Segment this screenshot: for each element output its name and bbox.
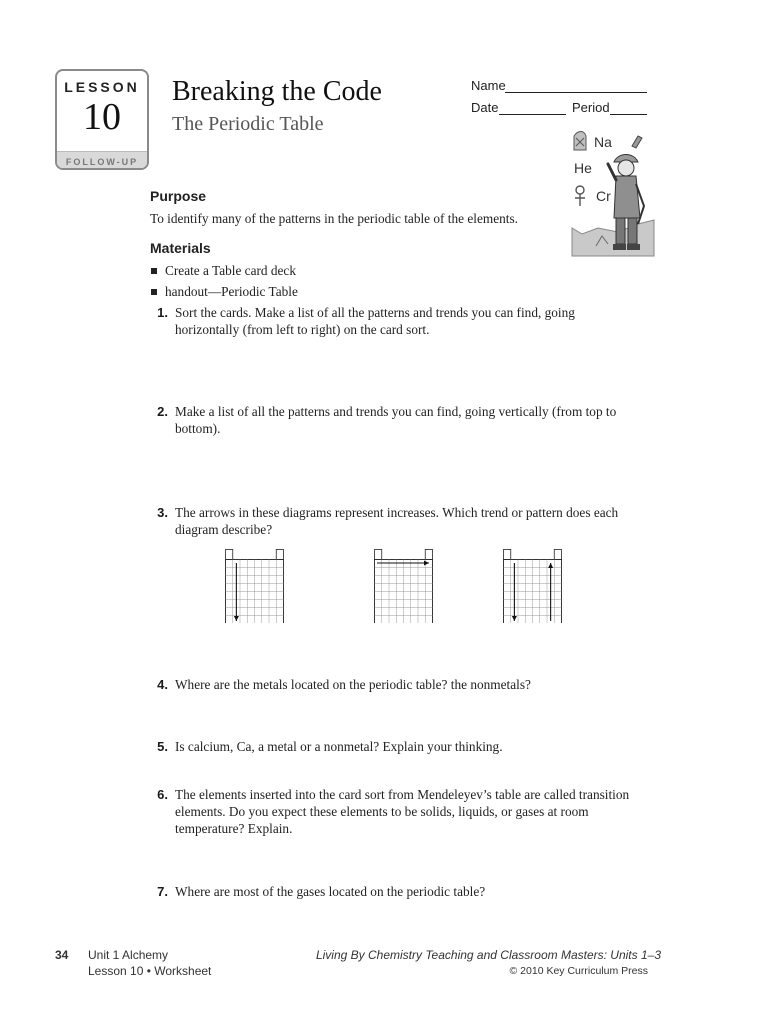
question-3-text: The arrows in these diagrams represent increases. Which trend or pattern does each diagram describe? (175, 505, 619, 537)
purpose-heading: Purpose (150, 188, 207, 204)
helium-cell (276, 550, 283, 560)
material-item: handout—Periodic Table (165, 284, 298, 299)
question-7-text: Where are most of the gases located on the periodic table? (175, 884, 486, 899)
question-3-number: 3. (157, 505, 168, 520)
period-field[interactable] (610, 100, 647, 115)
bullet-icon (151, 289, 157, 295)
helium-cell (554, 550, 561, 560)
periodic-table-outline (504, 550, 562, 624)
question-1-text: Sort the cards. Make a list of all the patterns and trends you can find, going horizontally (from left to right) on the card sort. (175, 305, 575, 337)
question-5-number: 5. (157, 739, 168, 754)
periodic-grid-down-arrow (225, 549, 285, 623)
purpose-text: To identify many of the patterns in the periodic table of the elements. (150, 211, 518, 226)
symbol-cr: Cr (596, 188, 611, 204)
page-number: 34 (55, 948, 69, 962)
diagram-3 (503, 549, 563, 628)
page-subtitle: The Periodic Table (172, 113, 324, 135)
diagram-2 (374, 549, 434, 628)
question-5-text: Is calcium, Ca, a metal or a nonmetal? Explain your thinking. (175, 739, 503, 754)
question-6-number: 6. (157, 787, 168, 802)
question-2-text: Make a list of all the patterns and trends you can find, going vertically (from top to bottom). (175, 404, 617, 436)
footer-copyright: © 2010 Key Curriculum Press (509, 965, 648, 977)
name-label: Name (471, 78, 506, 93)
diagram-1 (225, 549, 285, 628)
page-title: Breaking the Code (172, 76, 382, 107)
periodic-grid-down-up-arrows (503, 549, 563, 623)
question-4-text: Where are the metals located on the periodic table? the nonmetals? (175, 677, 531, 692)
helium-cell (425, 550, 432, 560)
periodic-grid-right-arrow (374, 549, 434, 623)
material-item: Create a Table card deck (165, 263, 296, 278)
date-field[interactable] (499, 100, 566, 115)
explorer-figure-icon (568, 128, 658, 258)
question-4-number: 4. (157, 677, 168, 692)
period-label: Period (572, 100, 610, 115)
materials-heading: Materials (150, 240, 211, 256)
lesson-type: FOLLOW-UP (65, 157, 139, 167)
explorer-illustration (568, 128, 658, 258)
question-2-number: 2. (157, 404, 168, 419)
name-field[interactable] (505, 78, 647, 93)
question-7-number: 7. (157, 884, 168, 899)
footer-book-title: Living By Chemistry Teaching and Classroom Masters: Units 1–3 (315, 948, 661, 962)
periodic-table-outline (226, 550, 284, 624)
lesson-number: 10 (83, 96, 121, 138)
footer-unit: Unit 1 Alchemy (88, 948, 169, 962)
hydrogen-cell (226, 550, 233, 560)
bullet-icon (151, 268, 157, 274)
symbol-na: Na (594, 134, 612, 150)
lesson-label: LESSON (64, 79, 140, 95)
date-label: Date (471, 100, 499, 115)
symbol-he: He (574, 160, 592, 176)
footer-lesson: Lesson 10 • Worksheet (88, 964, 212, 978)
periodic-table-outline (375, 550, 433, 624)
lesson-badge (55, 69, 149, 170)
hydrogen-cell (504, 550, 511, 560)
question-1-number: 1. (157, 305, 168, 320)
question-6-text: The elements inserted into the card sort from Mendeleyev’s table are called transition elements. Do you expect these elements to be solids, liquids, or gases at room temperature? Explain. (175, 787, 630, 836)
hydrogen-cell (375, 550, 382, 560)
